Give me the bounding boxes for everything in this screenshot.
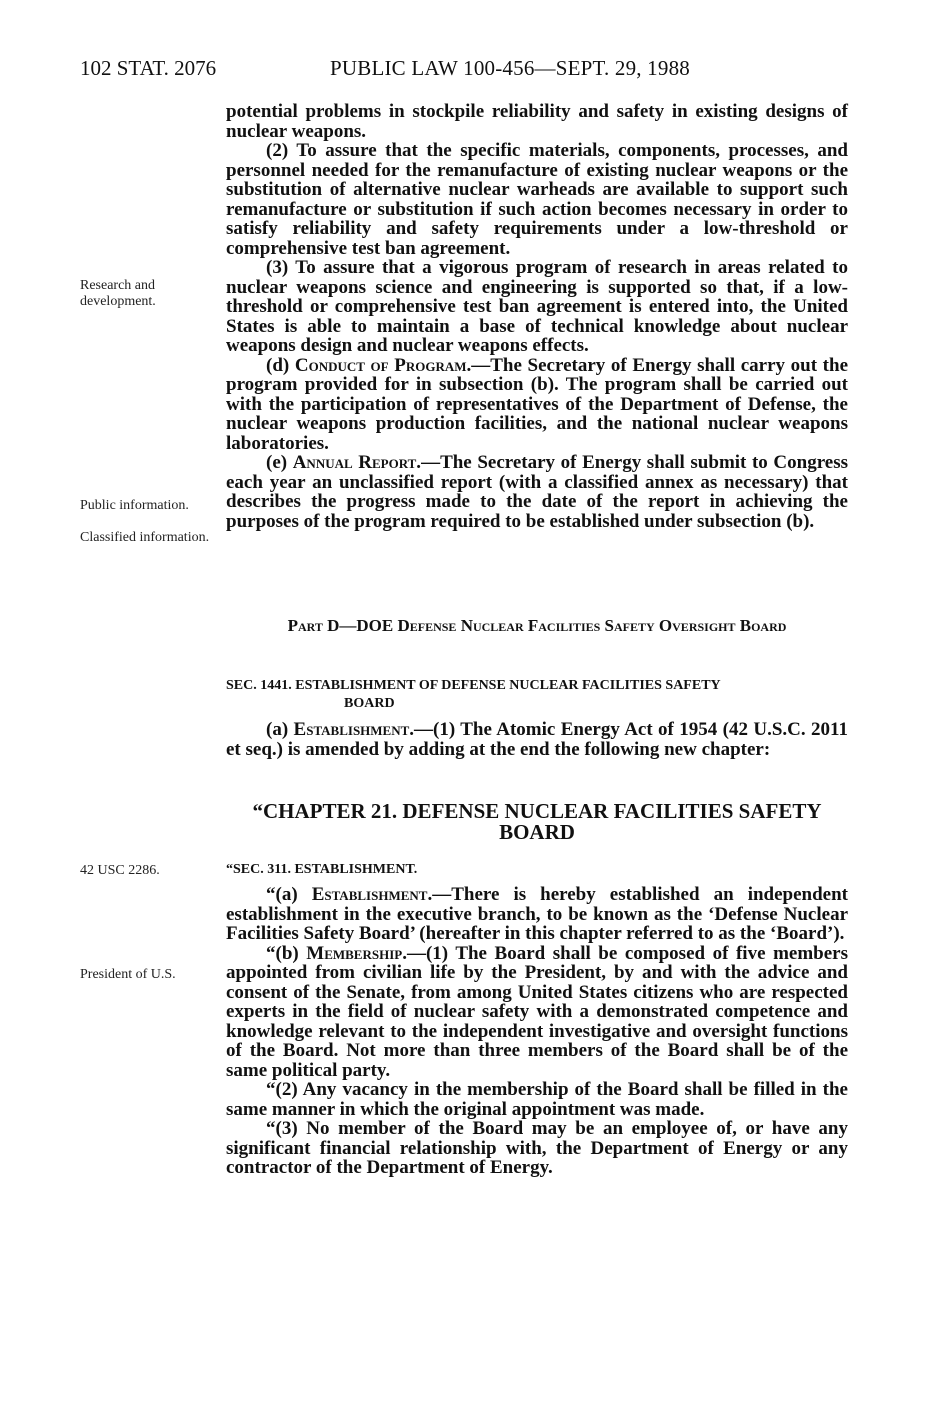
subsection-a-label: (a) [266, 719, 294, 740]
subsection-e-heading: Annual Report. [292, 452, 422, 473]
section-1441-heading [226, 677, 848, 713]
program-text-block [226, 102, 848, 531]
subsection-a-text: —(1) The Atomic Energy Act of 1954 (42 U.S.C. 2011 et seq.) is amended by adding at the end the following new chapter: [226, 719, 848, 760]
subsection-d [226, 356, 848, 454]
part-heading [226, 616, 848, 636]
part-prefix: Part D [287, 616, 340, 635]
chapter-heading-line2: BOARD [499, 820, 575, 844]
section-1441-line1: SEC. 1441. ESTABLISHMENT OF DEFENSE NUCLEAR FACILITIES SAFETY [226, 678, 721, 693]
chapter-heading-line1: “CHAPTER 21. DEFENSE NUCLEAR FACILITIES SAFETY [252, 799, 822, 823]
subsection-d-heading: Conduct of Program. [294, 354, 472, 376]
establishment-text-block [226, 720, 848, 759]
margin-note-public-info: Public information. [80, 498, 189, 513]
chapter-subsection-a-label: “(a) [266, 884, 312, 905]
paragraph-3: (3) To assure that a vigorous program of research in areas related to nuclear weapons science and engineering is supported so that, if a low-threshold or comprehensive test ban agreement is entered into, the United States is able to maintain a base of technical knowledge about nuclear weapons design and nuclear weapons effects. [226, 257, 848, 356]
subsection-a-heading: Establishment. [293, 719, 415, 740]
law-title: PUBLIC LAW 100-456—SEPT. 29, 1988 [330, 56, 690, 80]
subsection-d-text: —The Secretary of Energy shall carry out the program provided for in subsection (b). The program shall be carried out with the participation of representatives of the Department of Defense, the nuclear weapons production facilities, and the national nuclear weapons laboratories. [226, 354, 848, 454]
chapter-subsection-b-label: “(b) [266, 942, 307, 964]
subsection-e-label: (e) [266, 452, 293, 473]
chapter-subsection-b-text: —(1) The Board shall be composed of five members appointed from civilian life by the President, by and with the advice and consent of the Senate, from among United States citizens who are respected experts in the field of nuclear safety with a demonstrated competence and knowledge relevant to the independent investigative and oversight functions of the Board. Not more than three members of the Board shall be of the same political party. [226, 942, 848, 1081]
margin-note-research: Research and development. [80, 278, 156, 309]
chapter-subsection-b-heading: Membership. [306, 942, 407, 964]
paragraph-continuation: potential problems in stockpile reliability and safety in existing designs of nuclear weapons. [226, 101, 848, 142]
margin-note-president: President of U.S. [80, 967, 176, 982]
chapter-subsection-b [226, 944, 848, 1081]
margin-note-usc: 42 USC 2286. [80, 863, 160, 878]
chapter-text-block [226, 885, 848, 1178]
chapter-subsection-a [226, 885, 848, 944]
chapter-heading [226, 801, 848, 843]
subsection-e-text: —The Secretary of Energy shall submit to Congress each year an unclassified report (with a classified annex as necessary) that describes the progress made to the date of the report in achieving the purposes of the program required to be established under subsection (b). [226, 452, 849, 532]
chapter-subsection-a-text: —There is hereby established an independent establishment in the executive branch, to be known as the ‘Defense Nuclear Facilities Safety Board’ (hereafter in this chapter referred to as the ‘Board’). [226, 884, 848, 944]
subsection-a [226, 720, 848, 759]
section-311-heading: “SEC. 311. ESTABLISHMENT. [226, 862, 418, 877]
paragraph-2: (2) To assure that the specific materials, components, processes, and personnel needed for the remanufacture of existing nuclear weapons or the substitution of alternative nuclear warheads are available to support such remanufacture or substitution if such action becomes necessary in order to satisfy reliability and safety requirements under a low-threshold or comprehensive test ban agreement. [226, 140, 848, 259]
chapter-paragraph-2: “(2) Any vacancy in the membership of the Board shall be filled in the same manner in which the original appointment was made. [226, 1079, 848, 1120]
part-title: —DOE Defense Nuclear Facilities Safety Oversight Board [339, 616, 787, 635]
page-header [80, 56, 889, 86]
chapter-subsection-a-heading: Establishment. [311, 884, 433, 905]
subsection-e [226, 453, 848, 531]
section-1441-line2: BOARD [344, 696, 395, 711]
stat-page-number: 102 STAT. 2076 [80, 56, 217, 80]
subsection-d-label: (d) [266, 354, 295, 376]
chapter-paragraph-3: “(3) No member of the Board may be an employee of, or have any significant financial relationship with, the Department of Energy or any contractor of the Department of Energy. [226, 1118, 848, 1178]
margin-note-classified-info: Classified information. [80, 530, 210, 545]
